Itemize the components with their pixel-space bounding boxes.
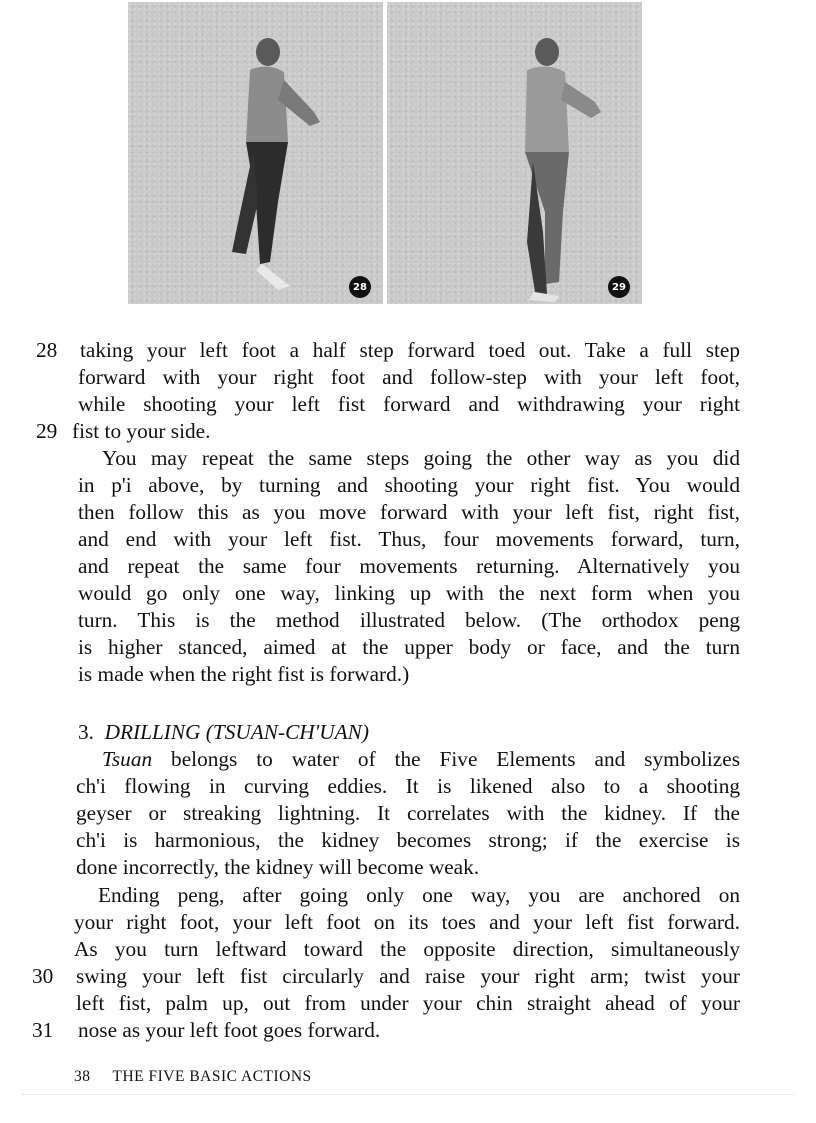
text-line: taking your left foot a half step forward toed out. Take a full step — [80, 338, 740, 362]
text-line: geyser or streaking lightning. It correlates with the kidney. If the — [76, 801, 740, 825]
photo-figure-29 — [387, 2, 642, 304]
page-edge-divider — [22, 1094, 794, 1095]
text-line: left fist, palm up, out from under your chin straight ahead of your — [76, 991, 740, 1015]
section-heading — [78, 719, 369, 746]
figure-illustration — [128, 2, 383, 304]
text-line: Ending peng, after going only one way, you are anchored on — [98, 883, 740, 907]
text-line: is higher stanced, aimed at the upper body or face, and the turn — [78, 635, 740, 659]
text-line: your right foot, your left foot on its toes and your left fist forward. — [74, 910, 740, 934]
text-line: in p'i above, by turning and shooting your right fist. You would — [78, 473, 740, 497]
page-number: 38 — [74, 1068, 91, 1085]
running-title: THE FIVE BASIC ACTIONS — [112, 1068, 312, 1085]
figure-number-badge: 28 — [349, 276, 371, 298]
margin-ref-31: 31 — [32, 1018, 54, 1042]
text-line: done incorrectly, the kidney will become weak. — [76, 855, 480, 879]
text-line: swing your left fist circularly and raise your right arm; twist your — [76, 964, 740, 988]
text-line: and repeat the same four movements returning. Alternatively you — [78, 554, 740, 578]
photo-figure-28 — [128, 2, 383, 304]
text-line: turn. This is the method illustrated below. (The orthodox peng — [78, 608, 740, 632]
page-footer — [74, 1068, 312, 1086]
margin-ref-30: 30 — [32, 964, 54, 988]
text-line: forward with your right foot and follow-step with your left foot, — [78, 365, 740, 389]
italic-term: Tsuan — [102, 747, 153, 771]
text-line: is made when the right fist is forward.) — [78, 662, 410, 686]
figure-illustration — [387, 2, 642, 304]
text-line — [102, 746, 740, 773]
section-number: 3. — [78, 720, 94, 744]
text-line: would go only one way, linking up with the next form when you — [78, 581, 740, 605]
text-line: As you turn leftward toward the opposite direction, simultaneously — [74, 937, 740, 961]
text-span: belongs to water of the Five Elements and symbolizes — [152, 747, 740, 771]
section-title: DRILLING (TSUAN-CH'UAN) — [104, 720, 369, 744]
margin-ref-29: 29 — [36, 419, 58, 443]
text-line: You may repeat the same steps going the other way as you did — [102, 446, 740, 470]
text-line: while shooting your left fist forward and withdrawing your right — [78, 392, 740, 416]
text-line: then follow this as you move forward with your left fist, right fist, — [78, 500, 740, 524]
margin-ref-28: 28 — [36, 338, 58, 362]
text-line: ch'i is harmonious, the kidney becomes strong; if the exercise is — [76, 828, 740, 852]
text-line: ch'i flowing in curving eddies. It is likened also to a shooting — [76, 774, 740, 798]
figure-number-badge: 29 — [608, 276, 630, 298]
text-line: fist to your side. — [72, 419, 211, 443]
text-line: nose as your left foot goes forward. — [78, 1018, 381, 1042]
text-line: and end with your left fist. Thus, four movements forward, turn, — [78, 527, 740, 551]
